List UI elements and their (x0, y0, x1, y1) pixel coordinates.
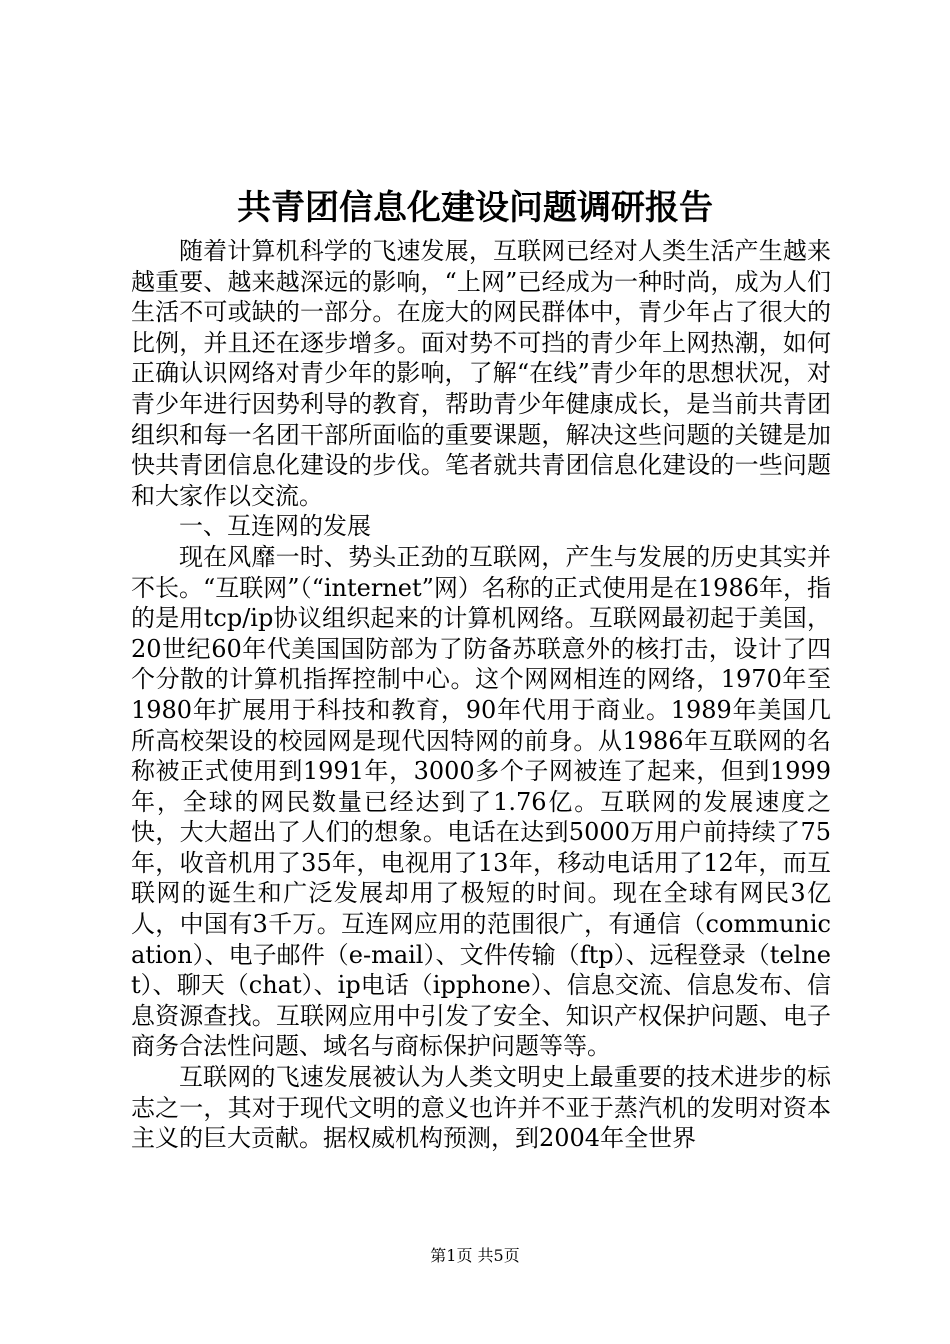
section-heading-internet-development: 一、互连网的发展 (179, 512, 371, 541)
page-number-footer: 第1页 共5页 (430, 1246, 520, 1265)
intro-paragraph: 随着计算机科学的飞速发展，互联网已经对人类生活产生越来越重要、越来越深远的影响，“上网”已经成为一种时尚，成为人们生活不可或缺的一部分。在庞大的网民群体中，青少年占了很大的比例，并且还在逐步增多。面对势不可挡的青少年上网热潮，如何正确认识网络对青少年的影响，了解“在线”青少年的思想状况，对青少年进行因势利导的教育，帮助青少年健康成长，是当前共青团组织和每一名团干部所面临的重要课题，解决这些问题的关键是加快共青团信息化建设的步伐。笔者就共青团信息化建设的一些问题和大家作以交流。 (131, 237, 831, 510)
document-title: 共青团信息化建设问题调研报告 (237, 188, 713, 228)
internet-significance-paragraph: 互联网的飞速发展被认为人类文明史上最重要的技术进步的标志之一，其对于现代文明的意义也许并不亚于蒸汽机的发明对资本主义的巨大贡献。据权威机构预测，到2004年全世界 (131, 1063, 831, 1153)
document-body (131, 236, 831, 1154)
internet-history-paragraph: 现在风靡一时、势头正劲的互联网，产生与发展的历史其实并不长。“互联网”（“internet”网）名称的正式使用是在1986年，指的是用tcp/ip协议组织起来的计算机网络。互联网最初起于美国，20世纪60年代美国国防部为了防备苏联意外的核打击，设计了四个分散的计算机指挥控制中心。这个网网相连的网络，1970年至1980年扩展用于科技和教育，90年代用于商业。1989年美国几所高校架设的校园网是现代因特网的前身。从1986年互联网的名称被正式使用到1991年，3000多个子网被连了起来，但到1999年，全球的网民数量已经达到了1.76亿。互联网的发展速度之快，大大超出了人们的想象。电话在达到5000万用户前持续了75年，收音机用了35年，电视用了13年，移动电话用了12年，而互联网的诞生和广泛发展却用了极短的时间。现在全球有网民3亿人，中国有3千万。互连网应用的范围很广，有通信（communication）、电子邮件（e-mail）、文件传输（ftp）、远程登录（telnet）、聊天（chat）、ip电话（ipphone）、信息交流、信息发布、信息资源查找。互联网应用中引发了安全、知识产权保护问题、电子商务合法性问题、域名与商标保护问题等等。 (131, 542, 831, 1061)
